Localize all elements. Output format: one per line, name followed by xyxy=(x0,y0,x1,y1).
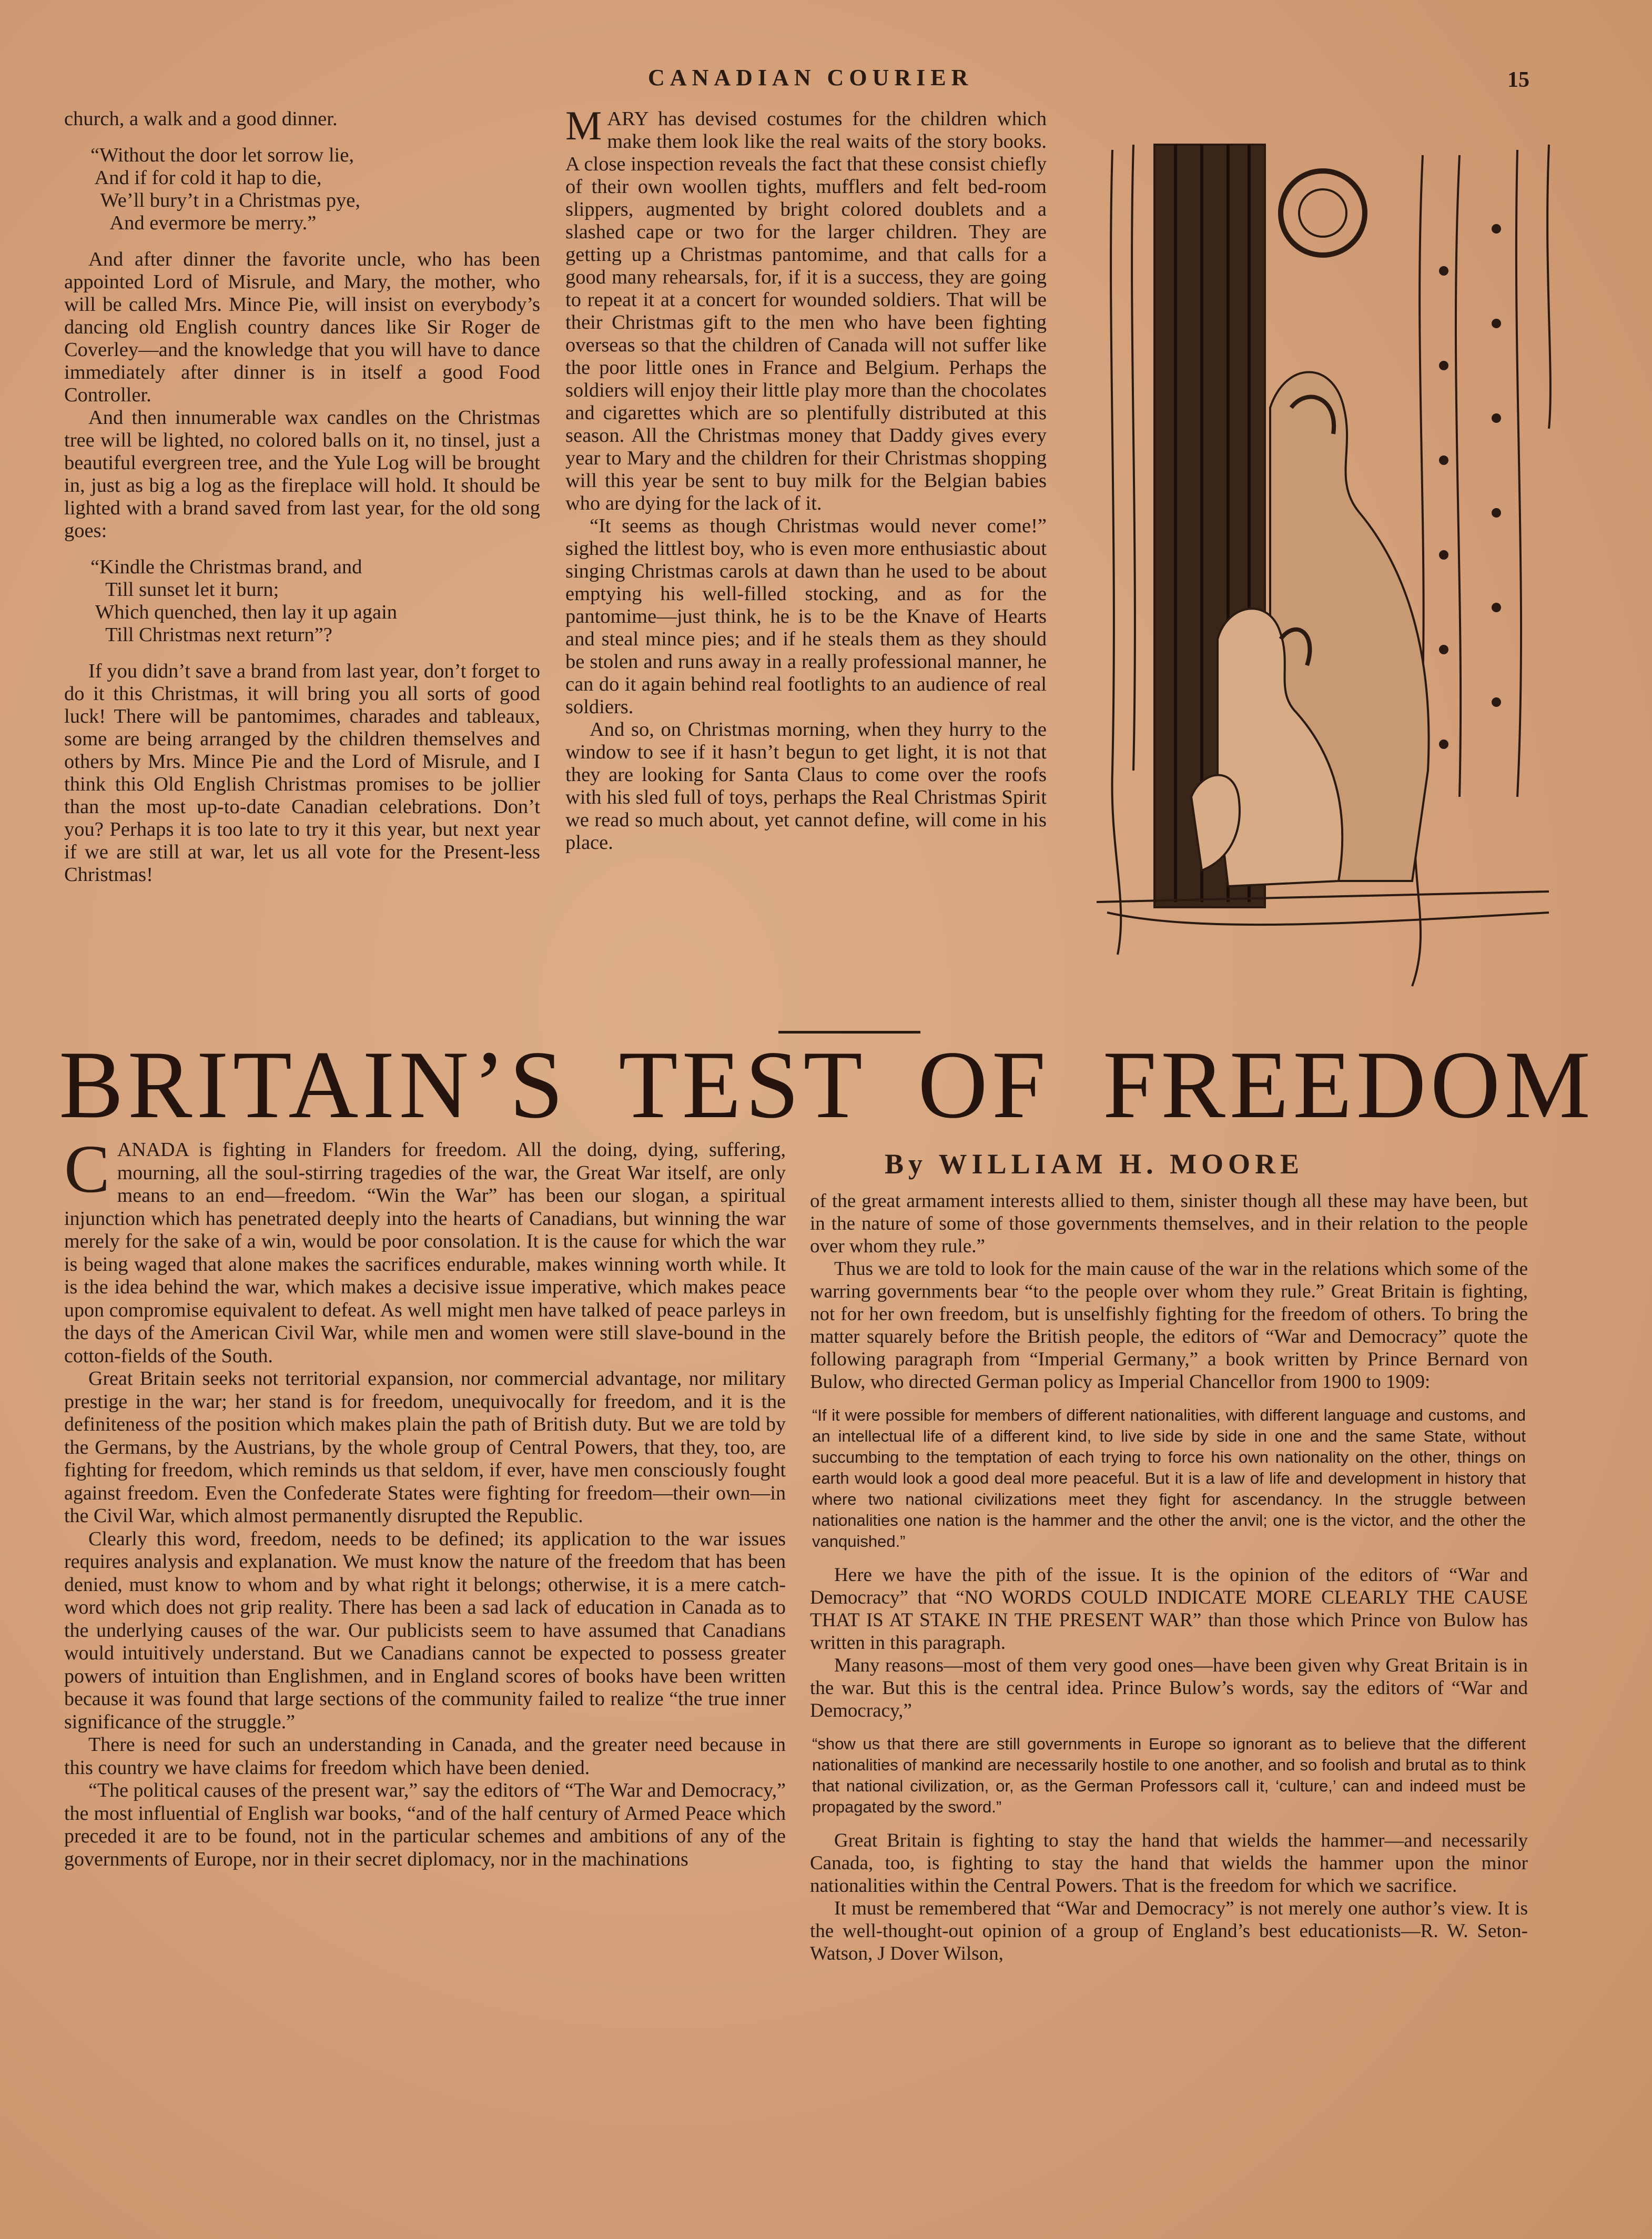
paragraph: And so, on Christmas morning, when they hurry to the window to see if it hasn’t begun to get light, it is not that they are looking for Santa Claus to come over the roofs with his sled full of toys, perhaps the Real Christmas Spirit we read so much about, yet cannot define, will come in his place. xyxy=(565,718,1047,854)
drop-cap: M xyxy=(565,103,602,148)
running-header: CANADIAN COURIER xyxy=(648,65,974,90)
article-title: BRITAIN’S TEST OF FREEDOM xyxy=(59,1031,1595,1138)
paragraph: “It seems as though Christmas would never come!” sighed the littlest boy, who is even more enthusiastic about singing Christmas carols at dawn than he used to be about emptying his well-filled stocking, and as for the pantomime—just think, he is to be the Knave of Hearts and steal mince pies; and if he steals them as they should be stolen and runs away in a really professional manner, he can do it again behind real footlights to an audience of real soldiers. xyxy=(565,515,1047,718)
drop-cap: C xyxy=(64,1131,110,1207)
paragraph-text: ARY has devised costumes for the children which make them look like the real waits of the story books. A close inspection reveals the fact that these consist chiefly of their own woollen tights, mufflers and felt bed-room slippers, augmented by bright colored doublets and a slashed cape or two for the larger children. They are getting up a Christmas pantomime, and that calls for a good many rehearsals, for, if it is a success, they are going to repeat it at a concert for wounded soldiers. That will be their Christmas gift to the men who have been fighting overseas so that the children of Canada will not suffer like the poor little ones in France and Belgium. Perhaps the soldiers will enjoy their little play more than the chocolates and cigarettes which are so plentifully distributed at this season. All the Christmas money that Daddy gives every year to Mary and the children for their Christmas shopping will this year be sent to buy milk for the Belgian babies who are dying for the lack of it. xyxy=(565,108,1047,514)
paragraph: church, a walk and a good dinner. xyxy=(64,108,338,130)
paragraph: Clearly this word, freedom, needs to be defined; its application to the war issues requires analysis and explanation. We must know the nature of the freedom that has been denied, must know to whom and by what right it belongs; otherwise, it is a mere catch-word which does not grip reality. There has been a sad lack of education in Canada as to the underlying causes of the war. Our publicists seem to have assumed that Canadians would intuitively understand. But we Canadians cannot be expected to possess greater powers of intuition than Englishmen, and in England scores of books have been written because it was found that large sections of the community failed to realize “the true inner significance of the struggle.” xyxy=(64,1527,786,1733)
children-at-window-illustration xyxy=(1097,113,1554,994)
paragraph xyxy=(565,103,1047,515)
christmas-left-column xyxy=(64,108,540,886)
paragraph: Many reasons—most of them very good ones—have been given why Great Britain is in the war. But this is the central idea. Prince Bulow’s words, say the editors of “War and Democracy,” xyxy=(810,1655,1528,1721)
paragraph: If you didn’t save a brand from last year, don’t forget to do it this Christmas, it will bring you all sorts of good luck! There will be pantomimes, charades and tableaux, some are being arranged by the children themselves and others by Mrs. Mince Pie and the Lord of Misrule, and I think this Old English Christmas promises to be jollier than the most up-to-date Canadian celebrations. Don’t you? Perhaps it is too late to try it this year, but next year if we are still at war, let us all vote for the Present-less Christmas! xyxy=(64,660,540,886)
paragraph-text: ANADA is fighting in Flanders for freedom. All the doing, dying, suffering, mourning, all the soul-stirring tragedies of the war, the Great War itself, are only means to an end—freedom. “Win the War” has been our slogan, a spiritual injunction which has penetrated deeply into the hearts of Canadians, but winning the war merely for the sake of a win, would be poor consolation. It is the cause for which the war is being waged that alone makes the sacrifices endurable, makes winning worth while. It is the idea behind the war, which makes a decisive issue imperative, which makes peace upon compromise equivalent to defeat. As well might men have talked of peace parleys in the days of the American Civil War, while men and women were still slave-bound in the cotton-fields of the South. xyxy=(64,1139,786,1367)
paragraph: Great Britain seeks not territorial expansion, nor commercial advantage, nor military prestige in the war; her stand is for freedom, unequivocally for freedom, and it is the definiteness of the position which makes plain the path of British duty. But we are told by the Germans, by the Austrians, by the whole group of Central Powers, that they, too, are fighting for freedom, which reminds us that seldom, if ever, have men consciously fought against freedom. Even the Confederate States were fighting for freedom—their own—in the Civil War, which almost permanently disrupted the Republic. xyxy=(64,1367,786,1527)
article-byline: By WILLIAM H. MOORE xyxy=(885,1148,1304,1180)
paragraph: Thus we are told to look for the main cause of the war in the relations which some of the warring governments bear “to the people over whom they rule.” Great Britain is fighting, not for her own freedom, but is unselfishly fighting for the freedom of others. To bring the matter squarely before the British people, the editors of “War and Democracy” quote the following paragraph from “Imperial Germany,” a book written by Prince Bernard von Bulow, who directed German policy as Imperial Chancellor from 1900 to 1909: xyxy=(810,1258,1528,1393)
paragraph: Here we have the pith of the issue. It is the opinion of the editors of “War and Democracy” that “NO WORDS COULD INDICATE MORE CLEARLY THE CAUSE THAT IS AT STAKE IN THE PRESENT WAR” than those which Prince von Bulow has written in this paragraph. xyxy=(810,1564,1528,1654)
block-quote: “show us that there are still governments in Europe so ignorant as to believe that the different nationalities of mankind are necessarily hostile to one another, and so foolish and brutal as to think that national civilization, or, as the German Professors call it, ‘culture,’ can and indeed must be propagated by the sword.” xyxy=(812,1735,1526,1816)
paragraph: “The political causes of the present war,” say the editors of “The War and Democracy,” the most influential of English war books, “and of the half century of Armed Peace which preceded it are to be found, not in the particular schemes and ambitions of any of the governments of Europe, nor in their secret diplomacy, nor in the machinations xyxy=(64,1779,786,1870)
verse-quote: “Without the door let sorrow lie, And if for cold it hap to die, We’ll bury’t in a Christmas pye, And evermore be merry.” xyxy=(90,144,361,234)
christmas-middle-column xyxy=(565,103,1047,854)
paragraph: And then innumerable wax candles on the Christmas tree will be lighted, no colored balls on it, no tinsel, just a beautiful evergreen tree, and the Yule Log will be brought in, just as big a log as the fireplace will hold. It should be lighted with a brand saved from last year, for the old song goes: xyxy=(64,407,540,542)
block-quote: “If it were possible for members of different nationalities, with different language and customs, and an intellectual life of a different kind, to live side by side in one and the same State, without succumbing to the temptation of each trying to force his own nationality on the other, things on earth would look a good deal more peaceful. But it is a law of life and development in history that where two national civilizations meet they fight for ascendancy. In the struggle between nationalities one nation is the hammer and the other the anvil; one is the victor, and the other the vanquished.” xyxy=(812,1406,1526,1551)
paragraph: of the great armament interests allied to them, sinister though all these may have been, but in the nature of some of those governments themselves, and in their relation to the people over whom they rule.” xyxy=(810,1190,1528,1257)
article-right-column xyxy=(810,1190,1528,1965)
article-left-column xyxy=(64,1131,786,1871)
paragraph: It must be remembered that “War and Democracy” is not merely one author’s view. It is the well-thought-out opinion of a group of England’s best educationists—R. W. Seton-Watson, J Dover Wilson, xyxy=(810,1898,1528,1964)
page-number: 15 xyxy=(1507,68,1529,92)
paragraph: Great Britain is fighting to stay the hand that wields the hammer—and necessarily Canada, too, is fighting to stay the hand that wields the hammer upon the minor nationalities within the Central Powers. That is the freedom for which we sacrifice. xyxy=(810,1830,1528,1897)
paragraph: And after dinner the favorite uncle, who has been appointed Lord of Misrule, and Mary, the mother, who will be called Mrs. Mince Pie, will insist on everybody’s dancing old English country dances like Sir Roger de Coverley—and the knowledge that you will have to dance immediately after dinner is in itself a good Food Controller. xyxy=(64,248,540,406)
verse-quote: “Kindle the Christmas brand, and Till sunset let it burn; Which quenched, then lay it up again Till Christmas next return”? xyxy=(90,556,398,646)
paragraph: There is need for such an understanding in Canada, and the greater need because in this country we have claims for freedom which have been denied. xyxy=(64,1734,786,1779)
paragraph xyxy=(64,1131,786,1367)
